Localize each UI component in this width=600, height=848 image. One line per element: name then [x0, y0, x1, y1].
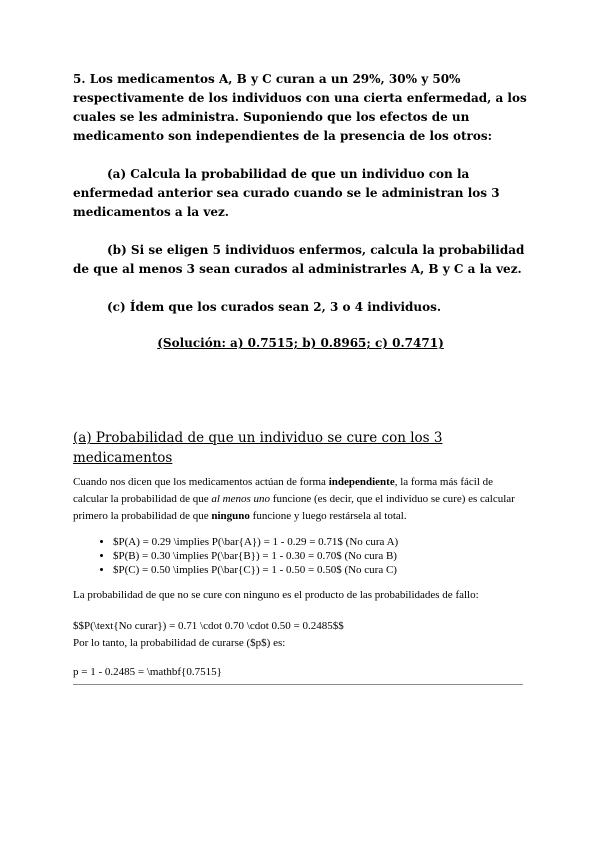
answer-intro — [73, 474, 528, 525]
therefore-text: Por lo tanto, la probabilidad de curarse ($p$) es: — [73, 637, 286, 649]
intro-bold-independiente: independiente — [328, 476, 395, 488]
intro-text-2: , la forma más fácil de calcular la probabilidad de que — [73, 476, 494, 505]
answer-heading: (a) Probabilidad de que un individuo se cure con los 3 medicamentos — [73, 430, 443, 466]
problem-statement-block — [73, 70, 528, 353]
problem-statement: 5. Los medicamentos A, B y C curan a un 29%, 30% y 50% respectivamente de los individuos con una cierta enfermedad, a los cuales se les administra. Suponiendo que los efectos de un medicamento son independientes de la presencia de los otros: — [73, 72, 527, 143]
list-item: • $P(C) = 0.50 \implies P(\bar{C}) = 1 - 0.50 = 0.50$ (No cura C) — [113, 563, 528, 577]
failure-probability-list — [73, 535, 528, 577]
answer-section — [73, 428, 528, 681]
list-item: • $P(A) = 0.29 \implies P(\bar{A}) = 1 - 0.29 = 0.71$ (No cura A) — [113, 535, 528, 549]
none-cure-text: La probabilidad de que no se cure con ninguno es el producto de las probabilidades de fallo: — [73, 589, 479, 601]
intro-text-1: Cuando nos dicen que los medicamentos actúan de forma — [73, 476, 329, 488]
problem-part-b: (b) Si se eligen 5 individuos enfermos, calcula la probabilidad de que al menos 3 sean curados al administrarles A, B y C a la vez. — [73, 243, 525, 276]
problem-solution: (Solución: a) 0.7515; b) 0.8965; c) 0.7471) — [157, 336, 444, 350]
intro-text-4: funcione y luego restársela al total. — [249, 510, 407, 522]
intro-text-3: funcione (es decir, que el individuo se cure) es calcular primero la probabilidad de que — [73, 493, 515, 522]
intro-bold-ninguno: ninguno — [211, 510, 250, 522]
intro-italic-al-menos-uno: al menos uno — [211, 493, 271, 505]
problem-part-a: (a) Calcula la probabilidad de que un individuo con la enfermedad anterior sea curado cuando se le administran los 3 medicamentos a la vez. — [73, 167, 500, 219]
horizontal-divider — [73, 684, 523, 685]
formula-no-cure: $$P(\text{No curar}) = 0.71 \cdot 0.70 \cdot 0.50 = 0.2485$$ — [73, 620, 344, 632]
formula-result: p = 1 - 0.2485 = \mathbf{0.7515} — [73, 666, 222, 678]
list-item: • $P(B) = 0.30 \implies P(\bar{B}) = 1 - 0.30 = 0.70$ (No cura B) — [113, 549, 528, 563]
problem-part-c: (c) Ídem que los curados sean 2, 3 o 4 individuos. — [107, 300, 442, 314]
